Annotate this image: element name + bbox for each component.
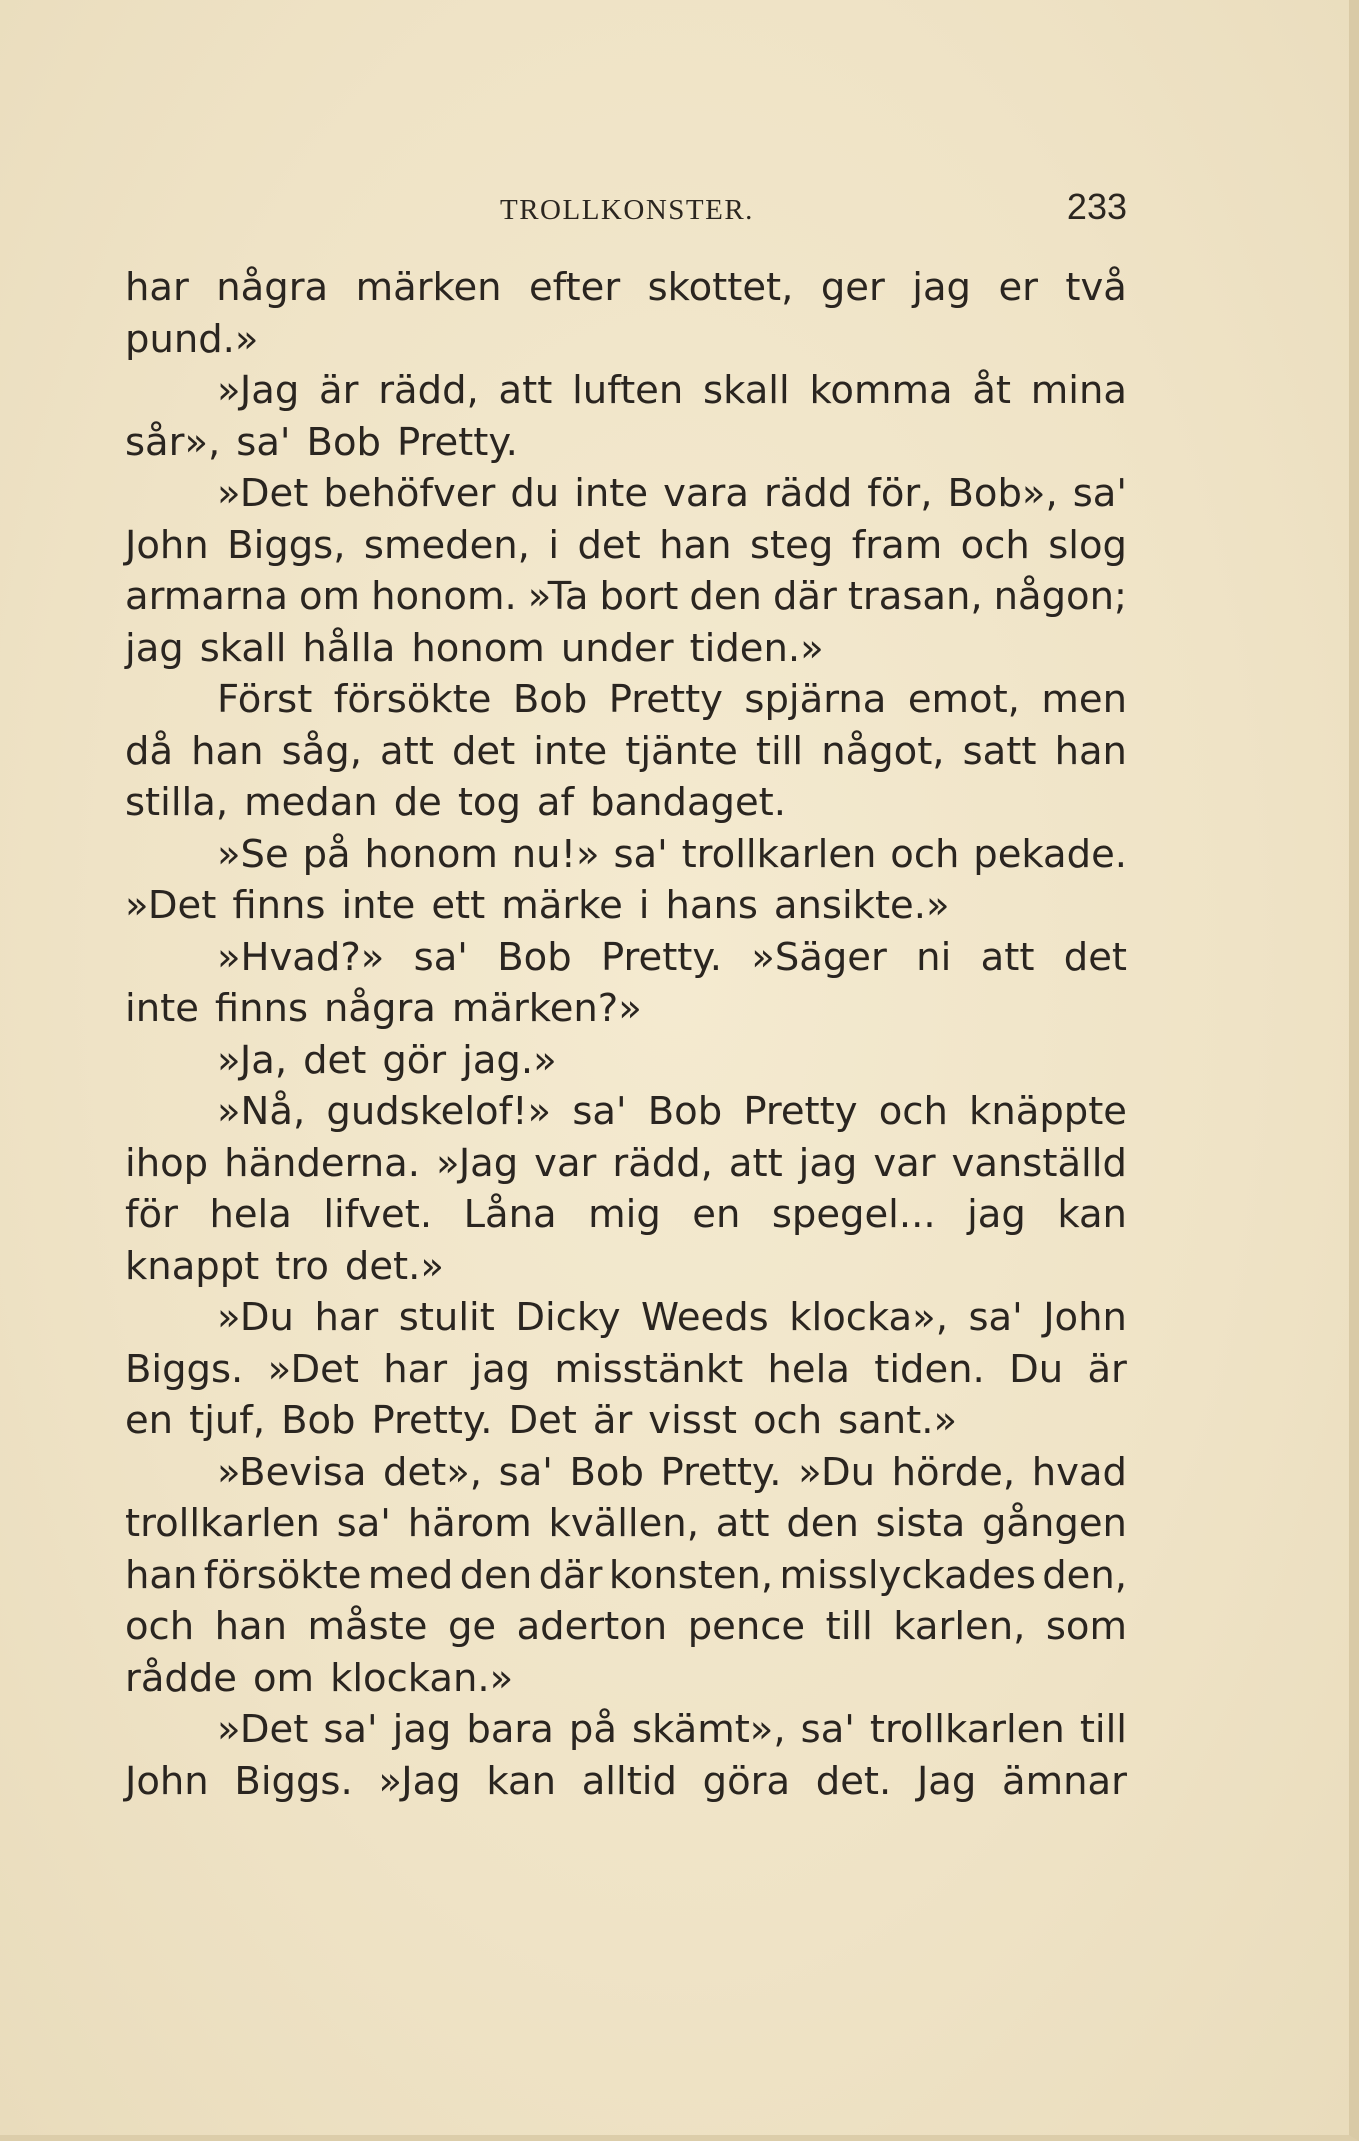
- word: aderton: [516, 1604, 668, 1649]
- word: rådde: [125, 1655, 237, 1701]
- text-line: [125, 880, 1127, 932]
- word: några: [216, 265, 329, 310]
- word: mina: [1030, 368, 1127, 413]
- word: ni: [916, 934, 952, 980]
- word: er: [998, 265, 1038, 310]
- text-line: [125, 829, 1127, 881]
- word: trollkarlen: [681, 831, 877, 877]
- word: några: [324, 986, 436, 1031]
- word: kan: [486, 1758, 557, 1804]
- word: armarna: [125, 574, 288, 619]
- word: sår»,: [125, 419, 221, 465]
- text-line: [125, 1550, 1127, 1602]
- word: mig: [588, 1192, 661, 1237]
- text-line: [125, 1395, 1127, 1447]
- word: tjuf,: [189, 1398, 266, 1443]
- word: John: [125, 522, 209, 568]
- word: något,: [821, 728, 945, 774]
- text-line: [125, 520, 1127, 572]
- word: Först: [217, 677, 313, 722]
- word: knappt: [125, 1243, 260, 1289]
- word: fram: [851, 522, 943, 568]
- word: i: [638, 883, 650, 928]
- word: märken?»: [451, 986, 642, 1031]
- word: en: [125, 1398, 174, 1443]
- word: sa': [800, 1707, 855, 1752]
- word: trollkarlen: [869, 1707, 1065, 1752]
- word: hålla: [302, 625, 396, 671]
- word: bandaget.: [590, 780, 786, 825]
- word: Jag: [916, 1758, 977, 1804]
- word: stilla,: [125, 780, 229, 825]
- word: smeden,: [363, 522, 530, 568]
- word: det.: [815, 1758, 892, 1804]
- word: kvällen,: [548, 1501, 699, 1546]
- word: »Du: [798, 1449, 876, 1495]
- word: spegel...: [771, 1192, 936, 1237]
- word: under: [560, 625, 674, 671]
- word: inte: [341, 883, 416, 928]
- word: har: [125, 265, 189, 310]
- word: jag: [392, 1707, 452, 1752]
- word: steg: [750, 522, 834, 568]
- word: pund.»: [125, 316, 259, 362]
- word: om: [253, 1655, 315, 1701]
- word: det: [303, 1037, 367, 1083]
- word: medan: [244, 780, 378, 825]
- word: måste: [307, 1604, 428, 1649]
- word: var: [534, 1140, 597, 1186]
- word: till: [1079, 1707, 1127, 1752]
- word: Pretty.: [396, 419, 518, 465]
- word: inte: [125, 986, 199, 1031]
- word: de: [393, 780, 442, 825]
- text-line: [125, 262, 1127, 314]
- word: såg,: [281, 728, 362, 774]
- word: »Se: [217, 831, 289, 877]
- word: ett: [431, 883, 486, 928]
- word: Biggs,: [227, 522, 346, 568]
- page-number: 233: [1066, 186, 1127, 227]
- word: knäppte: [969, 1089, 1127, 1134]
- word: sa': [498, 1449, 553, 1495]
- word: försökte: [203, 1552, 362, 1598]
- word: satt: [962, 728, 1037, 774]
- word: klocka»,: [789, 1295, 948, 1340]
- word: rädd,: [378, 368, 479, 413]
- word: jag: [967, 1192, 1026, 1237]
- word: Pretty.: [371, 1398, 493, 1443]
- word: härom: [407, 1501, 532, 1546]
- text-line: [125, 365, 1127, 417]
- word: på: [302, 831, 351, 877]
- word: jag: [471, 1346, 531, 1392]
- word: hela: [767, 1346, 850, 1392]
- word: kan: [1057, 1192, 1127, 1237]
- word: »Det: [217, 1707, 309, 1752]
- word: sa': [572, 1089, 627, 1134]
- word: hans: [665, 883, 758, 928]
- word: Pretty.: [660, 1449, 782, 1495]
- word: där: [772, 574, 837, 619]
- word: efter: [528, 265, 621, 310]
- word: vara: [663, 471, 749, 516]
- text-line: [125, 1035, 1127, 1087]
- word: på: [568, 1707, 617, 1752]
- text-line: [125, 1344, 1127, 1396]
- word: Låna: [463, 1192, 557, 1237]
- word: »Hvad?»: [217, 934, 385, 980]
- word: gudskelof!»: [326, 1089, 552, 1134]
- word: skottet,: [647, 265, 794, 310]
- word: han: [125, 1552, 198, 1598]
- word: jag.»: [462, 1037, 557, 1083]
- text-line: [125, 1447, 1127, 1499]
- text-line: [125, 1756, 1127, 1808]
- word: och: [125, 1604, 195, 1649]
- word: till: [755, 728, 804, 774]
- word: misslyckades: [779, 1552, 1036, 1598]
- word: märke: [501, 883, 623, 928]
- word: komma: [809, 368, 953, 413]
- word: han: [214, 1604, 288, 1649]
- word: till: [825, 1604, 873, 1649]
- word: konsten,: [608, 1552, 774, 1598]
- word: nu!»: [511, 831, 600, 877]
- word: af: [536, 780, 575, 825]
- word: ansikte.»: [773, 883, 950, 928]
- word: någon;: [993, 574, 1127, 619]
- word: misstänkt: [554, 1346, 744, 1392]
- word: har: [383, 1346, 448, 1392]
- word: att: [498, 368, 553, 413]
- word: slog: [1048, 522, 1127, 568]
- word: Bob: [512, 677, 588, 722]
- word: tog: [457, 780, 521, 825]
- word: händerna.: [224, 1140, 420, 1186]
- word: »Ta: [527, 574, 589, 619]
- word: för,: [867, 471, 933, 516]
- word: honom: [364, 831, 498, 877]
- text-line: [125, 1138, 1127, 1190]
- word: bort: [599, 574, 679, 619]
- word: visst: [648, 1398, 737, 1443]
- word: John: [1043, 1295, 1127, 1340]
- word: han: [191, 728, 264, 774]
- word: spjärna: [744, 677, 887, 722]
- word: inte: [533, 728, 608, 774]
- word: finns: [232, 883, 326, 928]
- word: att: [728, 1140, 783, 1186]
- word: han: [659, 522, 732, 568]
- word: och: [890, 831, 960, 877]
- word: »Jag: [217, 368, 300, 413]
- word: tiden.»: [689, 625, 824, 671]
- word: jag: [798, 1140, 858, 1186]
- word: Pretty: [608, 677, 723, 722]
- word: skämt»,: [631, 1707, 786, 1752]
- word: emot,: [907, 677, 1020, 722]
- text-line: [125, 1292, 1127, 1344]
- word: den,: [1042, 1552, 1127, 1598]
- word: hela: [209, 1192, 292, 1237]
- running-title: TROLLKONSTER.: [500, 194, 754, 226]
- word: Pretty.: [601, 934, 722, 980]
- word: som: [1045, 1604, 1127, 1649]
- word: det»,: [383, 1449, 483, 1495]
- word: »Jag: [378, 1758, 461, 1804]
- word: Bob»,: [947, 471, 1058, 516]
- word: Biggs.: [125, 1346, 244, 1392]
- word: åt: [972, 368, 1012, 413]
- word: sa': [1072, 471, 1127, 516]
- word: Bob: [569, 1449, 644, 1495]
- word: tiden.: [874, 1346, 985, 1392]
- text-line: [125, 1653, 1127, 1705]
- page-header: [125, 186, 1127, 236]
- word: den: [459, 1552, 533, 1598]
- word: den: [689, 574, 762, 619]
- word: stulit: [398, 1295, 495, 1340]
- word: »Det: [217, 471, 309, 516]
- word: den: [786, 1501, 859, 1546]
- word: Pretty: [743, 1089, 858, 1134]
- word: Biggs.: [234, 1758, 353, 1804]
- word: sista: [875, 1501, 966, 1546]
- word: där: [538, 1552, 603, 1598]
- word: »Bevisa: [217, 1449, 367, 1495]
- word: försökte: [333, 677, 492, 722]
- word: är: [319, 368, 359, 413]
- word: du: [510, 471, 560, 516]
- text-line: [125, 726, 1127, 778]
- text-line: [125, 623, 1127, 675]
- word: Bob: [306, 419, 381, 465]
- word: att: [980, 934, 1035, 980]
- word: sa': [323, 1707, 378, 1752]
- word: det: [577, 522, 641, 568]
- word: hörde,: [891, 1449, 1016, 1495]
- word: lifvet.: [323, 1192, 433, 1237]
- word: för: [125, 1192, 178, 1237]
- word: Weeds: [641, 1295, 769, 1340]
- text-line: [125, 571, 1127, 623]
- word: att: [715, 1501, 770, 1546]
- word: bara: [466, 1707, 554, 1752]
- word: Bob: [647, 1089, 723, 1134]
- word: men: [1041, 677, 1127, 722]
- word: ge: [447, 1604, 497, 1649]
- word: honom: [411, 625, 545, 671]
- word: inte: [574, 471, 649, 516]
- word: att: [380, 728, 434, 774]
- text-line: [125, 1704, 1127, 1756]
- text-line: [125, 314, 1127, 366]
- word: gör: [382, 1037, 447, 1083]
- word: sa': [236, 419, 291, 465]
- word: pekade.: [973, 831, 1127, 877]
- word: John: [125, 1758, 209, 1804]
- word: har: [314, 1295, 379, 1340]
- text-line: [125, 1086, 1127, 1138]
- word: jag: [125, 625, 184, 671]
- text-line: [125, 932, 1127, 984]
- word: trollkarlen: [125, 1501, 320, 1546]
- word: finns: [214, 986, 309, 1031]
- word: »Det: [125, 883, 217, 928]
- word: skall: [199, 625, 287, 671]
- word: är: [592, 1398, 633, 1443]
- word: »Du: [217, 1295, 294, 1340]
- word: i: [548, 522, 560, 568]
- word: pence: [687, 1604, 806, 1649]
- word: sa': [613, 831, 668, 877]
- word: rädd: [763, 471, 853, 516]
- word: sa': [413, 934, 468, 980]
- text-line: [125, 777, 1127, 829]
- word: och: [960, 522, 1030, 568]
- word: jag: [912, 265, 971, 310]
- text-line: [125, 1601, 1127, 1653]
- word: gången: [981, 1501, 1127, 1546]
- word: då: [125, 728, 174, 774]
- word: märken: [355, 265, 502, 310]
- word: hvad: [1031, 1449, 1127, 1495]
- word: vanställd: [951, 1140, 1127, 1186]
- word: om: [299, 574, 361, 619]
- word: och: [753, 1398, 823, 1443]
- text-line: [125, 1241, 1127, 1293]
- word: »Det: [267, 1346, 359, 1392]
- body-text: [125, 262, 1127, 1807]
- word: Du: [1009, 1346, 1064, 1392]
- word: sant.»: [838, 1398, 958, 1443]
- word: är: [1087, 1346, 1127, 1392]
- word: och: [878, 1089, 948, 1134]
- word: alltid: [581, 1758, 677, 1804]
- word: behöfver: [323, 471, 496, 516]
- word: han: [1054, 728, 1127, 774]
- word: två: [1065, 265, 1127, 310]
- word: rädd,: [612, 1140, 713, 1186]
- word: göra: [702, 1758, 791, 1804]
- word: honom.: [371, 574, 517, 619]
- text-line: [125, 674, 1127, 726]
- word: Bob: [281, 1398, 356, 1443]
- word: med: [367, 1552, 454, 1598]
- word: sa': [336, 1501, 391, 1546]
- word: luften: [572, 368, 684, 413]
- word: sa': [968, 1295, 1023, 1340]
- word: ihop: [125, 1140, 209, 1186]
- word: »Nå,: [217, 1089, 306, 1134]
- word: trasan,: [847, 574, 983, 619]
- word: »Ja,: [217, 1037, 288, 1083]
- text-line: [125, 468, 1127, 520]
- word: tjänte: [625, 728, 738, 774]
- text-line: [125, 1189, 1127, 1241]
- word: klockan.»: [330, 1655, 514, 1701]
- word: det.»: [344, 1243, 444, 1289]
- word: tro: [275, 1243, 329, 1289]
- word: var: [873, 1140, 936, 1186]
- word: Det: [508, 1398, 577, 1443]
- word: Bob: [497, 934, 572, 980]
- word: Dicky: [515, 1295, 621, 1340]
- word: karlen,: [893, 1604, 1026, 1649]
- text-line: [125, 417, 1127, 469]
- word: ger: [820, 265, 885, 310]
- word: en: [692, 1192, 741, 1237]
- word: ämnar: [1002, 1758, 1127, 1804]
- word: skall: [703, 368, 790, 413]
- word: »Säger: [751, 934, 887, 980]
- word: det: [1063, 934, 1127, 980]
- word: det: [451, 728, 516, 774]
- text-line: [125, 1498, 1127, 1550]
- text-line: [125, 983, 1127, 1035]
- word: »Jag: [435, 1140, 519, 1186]
